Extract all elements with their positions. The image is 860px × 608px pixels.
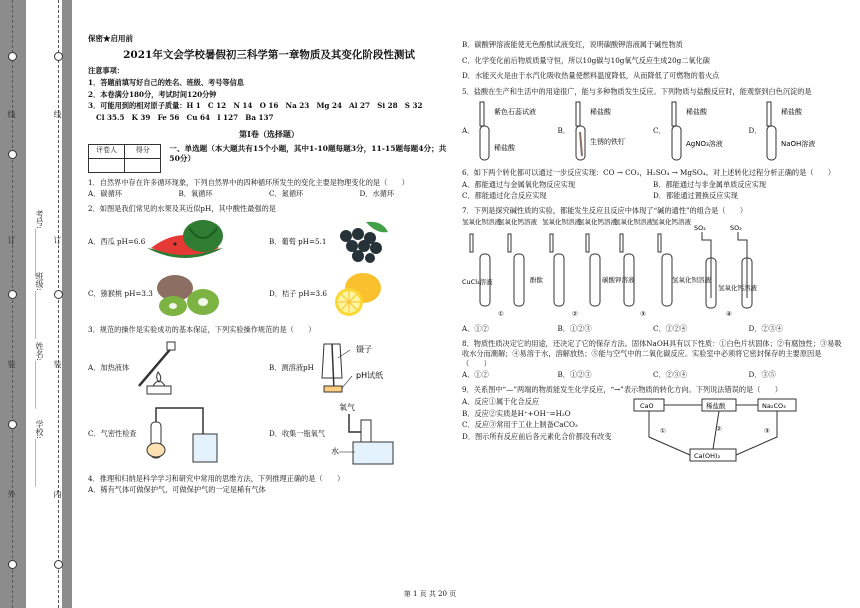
option-d[interactable]: D．都能通过置换反应实现	[653, 191, 738, 201]
question-4: 4．推理和归纳是科学学习和研究中常用的思维方法，下列推理正确的是（ ）	[88, 473, 345, 483]
question-2-row-1	[88, 216, 450, 268]
question-7: 7．下列是探究碱性质的实验，都能发生反应且反应中体现了“碱的通性”的组合是（ ）	[462, 206, 748, 216]
margin-label-order-inner: 订	[53, 236, 62, 244]
right-column	[462, 34, 844, 465]
question-1-options	[88, 189, 450, 199]
acid-label: 稀盐酸	[589, 107, 611, 116]
gas-label: SO₂	[730, 223, 742, 232]
kiwi-image	[153, 270, 225, 318]
arrow-label-3: ③	[764, 426, 770, 435]
hole-circle	[54, 560, 63, 569]
dropper-nail-diagram	[570, 100, 640, 162]
notice-title: 注意事项：	[88, 66, 124, 76]
question-4-option-c[interactable]: C．化学变化前后物质质量守恒，所以10g碳与10g氧气反应生成20g二氧化碳	[462, 55, 710, 65]
question-8-options	[462, 370, 844, 380]
cut-line-inner	[58, 0, 59, 608]
option-c[interactable]: C．①②④	[653, 324, 688, 334]
hole-circle	[8, 420, 17, 429]
naoh-label: NaOH溶液	[781, 139, 816, 148]
hole-circle	[8, 150, 17, 159]
field-class[interactable]: 班级:____________	[35, 272, 44, 339]
heating-liquid-diagram	[129, 338, 199, 398]
option-b: B．	[557, 126, 570, 136]
option-a-cell[interactable]	[462, 100, 558, 162]
margin-label-outer: 外	[7, 490, 16, 498]
node-caoh2: Ca(OH)₂	[694, 451, 721, 460]
option-c[interactable]: C．②③④	[653, 370, 688, 380]
option-a-cell[interactable]	[88, 218, 269, 266]
option-c-cell[interactable]	[653, 100, 749, 162]
option-d[interactable]: D．图示所有反应前后各元素化合价都没有改变	[462, 431, 612, 441]
experiment-number: ②	[572, 309, 578, 318]
margin-label-bind: 装	[7, 360, 16, 368]
option-a-cell[interactable]	[88, 338, 269, 398]
airtightness-check-diagram	[137, 400, 227, 468]
notice-item: Cl 35.5 K 39 Fe 56 Cu 64 I 127 Ba 137	[96, 113, 274, 123]
option-b-cell[interactable]	[269, 338, 450, 398]
question-4-option-a[interactable]: A．稀有气体可做保护气，可做保护气的一定是稀有气体	[88, 485, 266, 495]
dropper-silver-nitrate-diagram	[666, 100, 736, 162]
left-column	[88, 34, 450, 497]
option-d: D．收集一瓶氧气	[269, 428, 326, 438]
reagent-label: CuCl₂溶液	[462, 277, 493, 286]
relation-diagram	[632, 397, 802, 465]
option-b[interactable]: B．氧循环	[178, 189, 213, 199]
option-b: B．测溶液pH	[269, 362, 314, 372]
notice-item: 3．可能用到的相对原子质量：H 1 C 12 N 14 O 16 Na 23 Mg 24 Al 27 Si 28 S 32	[88, 101, 423, 111]
option-b[interactable]: B．都能通过与非金属单质反应实现	[653, 179, 767, 189]
arrow-label-1: ①	[660, 426, 666, 435]
option-c: C．	[653, 126, 666, 136]
question-3-row-2	[88, 399, 450, 469]
agno3-label: AgNO₃溶液	[685, 139, 723, 148]
tube-label: 氢氧化钡溶液	[542, 217, 581, 226]
hole-circle	[8, 290, 17, 299]
hole-circle	[8, 560, 17, 569]
experiment-number: ①	[498, 309, 504, 318]
question-4-option-b[interactable]: B．碳酸钾溶液能使无色酚酞试液变红，说明碳酸钾溶液属于碱性物质	[462, 40, 683, 49]
confidential-mark: 保密★启用前	[88, 34, 133, 43]
margin-gray-bar-inner	[62, 0, 72, 608]
question-3-row-1	[88, 337, 450, 399]
option-d[interactable]: D．②③④	[748, 324, 784, 334]
binding-margin	[0, 0, 72, 608]
option-b[interactable]: B．反应②实质是H⁺+OH⁻=H₂O	[462, 408, 571, 418]
orange-image	[327, 270, 387, 318]
hole-circle	[54, 290, 63, 299]
option-a[interactable]: A．碳循环	[88, 189, 122, 199]
part-header	[88, 144, 450, 173]
experiment-number: ③	[640, 309, 646, 318]
option-d-cell[interactable]	[749, 100, 845, 162]
option-b-cell[interactable]	[269, 218, 450, 266]
reagent-label: 氢氧化钙溶液	[718, 283, 757, 292]
question-6-options-2	[462, 191, 844, 201]
margin-label-line: 线	[7, 110, 16, 118]
experiment-number: ④	[726, 309, 732, 318]
part-one-title: 一、单选题（本大题共有15个小题，其中1-10题每题3分，11-15题每题4分；共50分）	[169, 143, 447, 163]
option-a: A．	[462, 126, 475, 136]
reagent-label: 酚酞	[530, 275, 543, 284]
tube-label: 氢氧化钙溶液	[652, 217, 691, 226]
tube-label: 氢氧化钙溶液	[578, 217, 617, 226]
option-d[interactable]: D．③⑤	[748, 370, 776, 380]
tube-label: 氢氧化钡溶液	[614, 217, 653, 226]
question-2-row-2	[88, 268, 450, 320]
option-b[interactable]: B．①②③	[557, 324, 592, 334]
option-b[interactable]: B．①②③	[557, 370, 592, 380]
acid-label: 稀盐酸	[494, 143, 516, 152]
acid-label: 稀盐酸	[685, 107, 707, 116]
margin-label-order: 订	[7, 236, 16, 244]
oxygen-label: 氧气	[339, 402, 356, 412]
arrow-label-2: ②	[716, 424, 722, 433]
reagent-label: 碳酸钾溶液	[602, 275, 635, 284]
option-b: B．葡萄 pH=5.1	[269, 236, 327, 246]
field-school[interactable]: 学校:____________	[35, 420, 44, 487]
measure-ph-diagram	[314, 338, 414, 398]
option-d: D．	[748, 126, 762, 136]
option-c: C．气密性检查	[88, 428, 137, 438]
option-c-cell[interactable]	[88, 400, 269, 468]
question-3: 3．规范的操作是实验成功的基本保证，下列实验操作规范的是（ ）	[88, 324, 316, 334]
node-cao: CaO	[640, 401, 654, 410]
option-d[interactable]: D．水循环	[359, 189, 395, 199]
node-na2co3: Na₂CO₃	[762, 401, 786, 410]
score-cell[interactable]	[125, 158, 161, 172]
reagent-label: 氢氧化钡溶液	[672, 275, 711, 284]
option-c[interactable]: C．氮循环	[269, 189, 304, 199]
page-footer: 第 1 页 共 20 页	[403, 590, 457, 598]
score-grader-cell[interactable]	[89, 158, 125, 172]
question-9: 9．关系图中“—”两端的物质能发生化学反应，“→”表示物质的转化方向。下列说法错误的是（ ）	[462, 385, 782, 395]
option-d: D．桔子 pH=3.6	[269, 288, 327, 298]
margin-label-line-inner: 线	[53, 110, 62, 118]
question-9-body	[462, 397, 844, 465]
option-a[interactable]: A．反应①属于化合反应	[462, 396, 540, 406]
question-1: 1．自然界中存在许多循环现象，下列自然界中的四种循环所发生的变化主要是物理变化的是（ ）	[88, 177, 409, 187]
rusty-nail-label: 生锈的铁钉	[589, 137, 625, 146]
option-d-cell[interactable]	[269, 400, 450, 468]
option-c: C．猕猴桃 pH=3.3	[88, 288, 153, 298]
question-2: 2．如图是我们常见的水果及其近似pH，其中酸性最强的是	[88, 204, 276, 214]
question-6-options-1	[462, 180, 844, 190]
option-c[interactable]: C．反应③常用于工业上制备CaCO₃	[462, 420, 578, 430]
node-hcl: 稀盐酸	[706, 401, 726, 410]
question-7-options	[462, 324, 844, 334]
section-title: 第I卷（选择题）	[239, 128, 299, 139]
option-a[interactable]: A．①②	[462, 370, 489, 380]
acid-label: 稀盐酸	[781, 107, 803, 116]
option-d-cell[interactable]	[269, 270, 450, 318]
option-b-cell[interactable]	[558, 100, 654, 162]
notice-item: 1．答题前填写好自己的姓名、班级、考号等信息	[88, 78, 244, 88]
question-4-option-d[interactable]: D．水能灭火是由于水汽化吸收热量使燃料温度降低，从而降低了可燃物的着火点	[462, 71, 720, 81]
question-8: 8．物质性质决定它的用途，还决定了它的保存方法。固体NaOH具有以下性质：①白色片状固体；②有腐蚀性；③易吸收水分而潮解；④易溶于水，溶解放热；⑤能与空气中的二氧化碳反应。实验室中必须将它密封保存的主要原因是（ ）	[462, 339, 842, 368]
hole-circle	[54, 52, 63, 61]
grapes-image	[326, 218, 396, 266]
option-a: A．西瓜 pH=6.6	[88, 236, 146, 246]
notice-item: 2．本卷满分180分，考试时间120分钟	[88, 89, 217, 99]
option-a: A．加热液体	[88, 362, 130, 372]
field-name[interactable]: 姓名:____________	[35, 342, 44, 409]
dropper-naoh-diagram	[761, 100, 831, 162]
litmus-label: 紫色石蕊试液	[494, 107, 537, 116]
water-label: 水	[331, 446, 340, 456]
score-label: 得分	[125, 144, 161, 158]
gas-label: SO₂	[694, 223, 706, 232]
option-a[interactable]: A．都能通过与金属氧化物反应实现	[462, 179, 576, 189]
option-a[interactable]: A．①②	[462, 324, 489, 334]
tube-label: 氢氧化钙溶液	[498, 217, 537, 226]
cut-line-outer	[12, 0, 13, 608]
score-grader-label: 评卷人	[89, 144, 125, 158]
option-c-cell[interactable]	[88, 270, 269, 318]
margin-label-inner: 内	[53, 490, 62, 498]
field-exam-no[interactable]: 考号:____________	[35, 210, 44, 277]
dropper-tube-diagram	[474, 100, 544, 162]
watermelon-image	[145, 218, 225, 266]
question-5: 5．盐酸在生产和生活中的用途很广，能与多种物质发生反应。下列物质与盐酸反应时，能观察到白色沉淀的是	[462, 87, 812, 97]
question-9-options	[462, 397, 632, 465]
question-5-options	[462, 99, 844, 163]
hole-circle	[8, 52, 17, 61]
margin-label-bind-inner: 装	[53, 360, 62, 368]
ph-paper-label: pH试纸	[355, 370, 383, 380]
margin-gray-bar-outer	[0, 0, 26, 608]
score-table	[88, 144, 161, 173]
collect-oxygen-diagram	[325, 400, 405, 468]
option-c[interactable]: C．都能通过化合反应实现	[462, 191, 547, 201]
tweezers-label: 镊子	[355, 344, 372, 354]
question-6: 6．如下两个转化都可以通过一步反应实现：CO → CO₂，H₂SO₄ → MgSO₄。对上述转化过程分析正确的是（ ）	[462, 167, 836, 177]
base-experiments-diagram	[462, 218, 762, 320]
exam-title: 2021年文会学校暑假初三科学第一章物质及其变化阶段性测试	[123, 49, 415, 62]
tube-label: 氢氧化钡溶液	[462, 217, 501, 226]
